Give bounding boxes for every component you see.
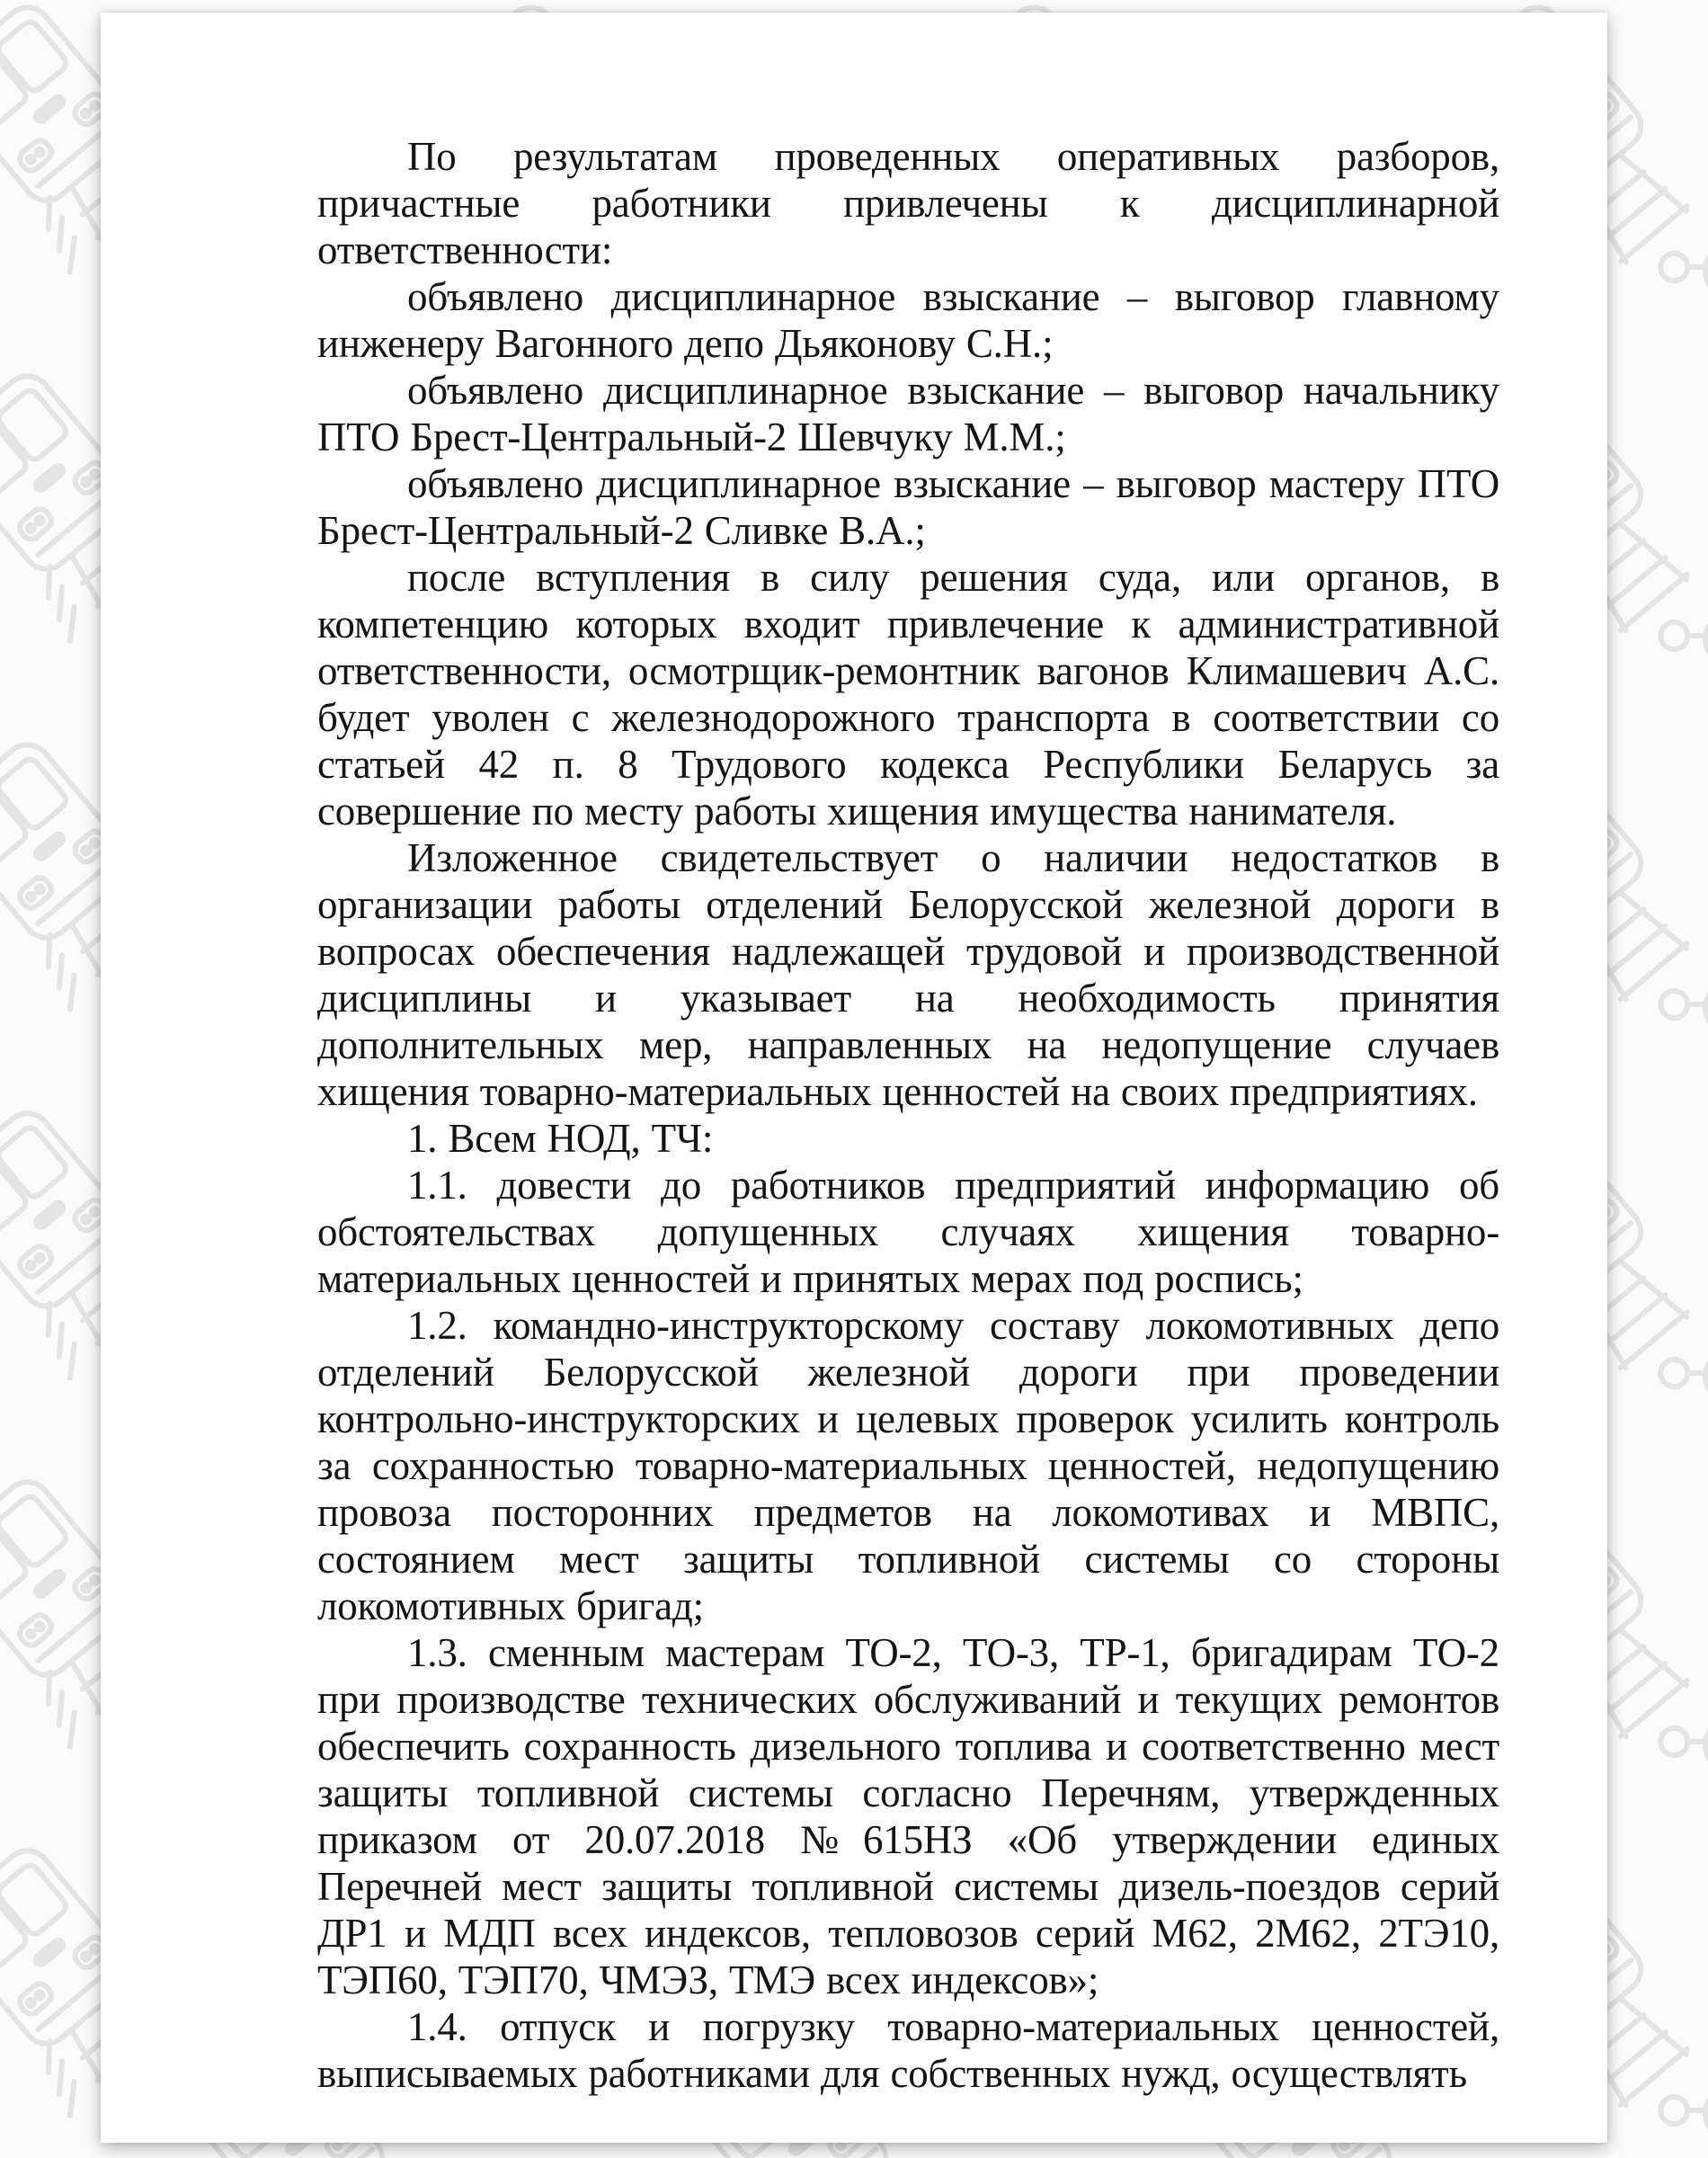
paragraph-reprimand-pto-head: объявлено дисциплинарное взыскание – выговор начальнику ПТО Брест-Центральный-2 Шевчуку М.М.; (317, 368, 1499, 459)
paragraph-item-1-3: 1.3. сменным мастерам ТО-2, ТО-3, ТР-1, бригадирам ТО-2 при производстве технических обслуживаний и текущих ремонтов обеспечить сохранность дизельного топлива и соответственно мест защиты топливной системы согласно Перечням, утвержденных приказом от 20.07.2018 №615НЗ «Об утверждении единых Перечней мест защиты топливной системы дизель-поездов серий ДР1 и МДП всех индексов, тепловозов серий М62, 2М62, 2ТЭ10, ТЭП60, ТЭП70, ЧМЭЗ, ТМЭ всех индексов»; (317, 1630, 1499, 2002)
document-page (101, 13, 1607, 2143)
paragraph-item-1-2: 1.2. командно-инструкторскому составу локомотивных депо отделений Белорусской железной дороги при проведении контрольно-инструкторских и целевых проверок усилить контроль за сохранностью товарно-материальных ценностей, недопущению провоза посторонних предметов на локомотивах и МВПС, состоянием мест защиты топливной системы со стороны локомотивных бригад; (317, 1303, 1499, 1628)
paragraph-item-1-4: 1.4. отпуск и погрузку товарно-материальных ценностей, выписываемых работниками для собственных нужд, осуществлять (317, 2004, 1499, 2096)
document-body (317, 133, 1499, 2097)
paragraph-item-1-1: 1.1. довести до работников предприятий информацию об обстоятельствах допущенных случаях хищения товарно-материальных ценностей и принятых мерах под роспись; (317, 1163, 1499, 1301)
paragraph-reprimand-pto-master: объявлено дисциплинарное взыскание – выговор мастеру ПТО Брест-Центральный-2 Сливке В.А.; (317, 461, 1499, 553)
paragraph-dismissal-note: после вступления в силу решения суда, или органов, в компетенцию которых входит привлечение к административной ответственности, осмотрщик-ремонтник вагонов Климашевич А.С. будет уволен с железнодорожного транспорта в соответствии со статьей 42 п. 8 Трудового кодекса Республики Беларусь за совершение по месту работы хищения имущества нанимателя. (317, 555, 1499, 834)
paragraph-conclusion: Изложенное свидетельствует о наличии недостатков в организации работы отделений Белорусской железной дороги в вопросах обеспечения надлежащей трудовой и производственной дисциплины и указывает на необходимость принятия дополнительных мер, направленных на недопущение случаев хищения товарно-материальных ценностей на своих предприятиях. (317, 835, 1499, 1114)
paragraph-reprimand-chief-engineer: объявлено дисциплинарное взыскание – выговор главному инженеру Вагонного депо Дьяконову С.Н.; (317, 274, 1499, 366)
paragraph-disciplinary-intro: По результатам проведенных оперативных разборов, причастные работники привлечены к дисциплинарной ответственности: (317, 134, 1499, 272)
paragraph-item-1: 1. Всем НОД, ТЧ: (407, 1116, 714, 1161)
